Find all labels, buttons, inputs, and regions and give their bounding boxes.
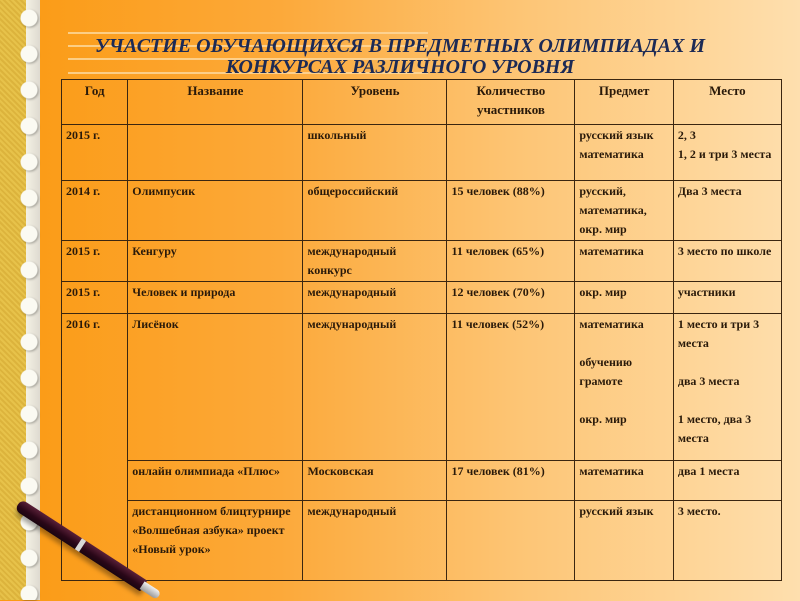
cell-year: 2016 г. bbox=[62, 314, 128, 581]
cell-name: Олимпусик bbox=[128, 181, 303, 241]
table-row bbox=[62, 181, 782, 241]
olympiad-table bbox=[61, 79, 782, 581]
table-row bbox=[62, 461, 782, 501]
cell-level: школьный bbox=[303, 125, 447, 181]
cell-year: 2015 г. bbox=[62, 125, 128, 181]
cell-count: 12 человек (70%) bbox=[447, 282, 575, 314]
header-year: Год bbox=[62, 80, 128, 125]
cell-level: международный bbox=[303, 501, 447, 581]
table-row bbox=[62, 314, 782, 461]
subject-line: русский язык bbox=[579, 128, 654, 142]
cell-year: 2014 г. bbox=[62, 181, 128, 241]
cell-year: 2015 г. bbox=[62, 241, 128, 282]
place-line: 1, 2 и три 3 места bbox=[677, 147, 772, 161]
cell-level: международный конкурс bbox=[303, 241, 447, 282]
table-row bbox=[62, 125, 782, 181]
header-count: Количество участников bbox=[447, 80, 575, 125]
place-line: 1 место и три 3 места bbox=[677, 317, 760, 350]
header-name: Название bbox=[128, 80, 303, 125]
cell-subject: окр. мир bbox=[575, 282, 674, 314]
table-row bbox=[62, 241, 782, 282]
table-row bbox=[62, 501, 782, 581]
title-line-1: УЧАСТИЕ ОБУЧАЮЩИХСЯ В ПРЕДМЕТНЫХ ОЛИМПИАДАХ И bbox=[94, 35, 705, 57]
cell-name: Кенгуру bbox=[128, 241, 303, 282]
table-header-row bbox=[62, 80, 782, 125]
cell-level: общероссийский bbox=[303, 181, 447, 241]
subject-line: математика bbox=[579, 317, 644, 331]
cell-subject: русский язык bbox=[575, 501, 674, 581]
pen-tip-decoration bbox=[140, 581, 162, 599]
cell-subject: математика bbox=[575, 241, 674, 282]
header-place: Место bbox=[673, 80, 781, 125]
cell-subject: математика bbox=[575, 461, 674, 501]
cell-name: Человек и природа bbox=[128, 282, 303, 314]
cell-place: участники bbox=[673, 282, 781, 314]
cell-place bbox=[673, 125, 781, 181]
cell-name: дистанционном блицтурнире «Волшебная азбука» проект «Новый урок» bbox=[128, 501, 303, 581]
cell-place: 3 место. bbox=[673, 501, 781, 581]
cell-place bbox=[673, 314, 781, 461]
header-subject: Предмет bbox=[575, 80, 674, 125]
cell-count bbox=[447, 501, 575, 581]
page-title bbox=[80, 36, 720, 78]
cell-count: 11 человек (52%) bbox=[447, 314, 575, 461]
cell-subject bbox=[575, 314, 674, 461]
header-level: Уровень bbox=[303, 80, 447, 125]
cell-count: 17 человек (81%) bbox=[447, 461, 575, 501]
cell-level: Московская bbox=[303, 461, 447, 501]
cell-count: 11 человек (65%) bbox=[447, 241, 575, 282]
cell-count bbox=[447, 125, 575, 181]
subject-line: математика bbox=[579, 147, 644, 161]
subject-line: окр. мир bbox=[579, 412, 627, 426]
pen-band-decoration bbox=[75, 538, 86, 552]
place-line: 1 место, два 3 места bbox=[677, 412, 752, 445]
cell-name bbox=[128, 125, 303, 181]
place-line: 2, 3 bbox=[677, 128, 696, 142]
cell-name: Лисёнок bbox=[128, 314, 303, 461]
cell-level: международный bbox=[303, 282, 447, 314]
table-row bbox=[62, 282, 782, 314]
place-line: два 3 места bbox=[677, 374, 740, 388]
subject-line: обучению грамоте bbox=[579, 355, 633, 388]
cell-subject bbox=[575, 125, 674, 181]
cell-place: два 1 места bbox=[673, 461, 781, 501]
cell-subject: русский, математика, окр. мир bbox=[575, 181, 674, 241]
cell-place: Два 3 места bbox=[673, 181, 781, 241]
cell-count: 15 человек (88%) bbox=[447, 181, 575, 241]
cell-name: онлайн олимпиада «Плюс» bbox=[128, 461, 303, 501]
cell-level: международный bbox=[303, 314, 447, 461]
cell-place: 3 место по школе bbox=[673, 241, 781, 282]
cell-year: 2015 г. bbox=[62, 282, 128, 314]
title-line-2: КОНКУРСАХ РАЗЛИЧНОГО УРОВНЯ bbox=[225, 56, 575, 78]
